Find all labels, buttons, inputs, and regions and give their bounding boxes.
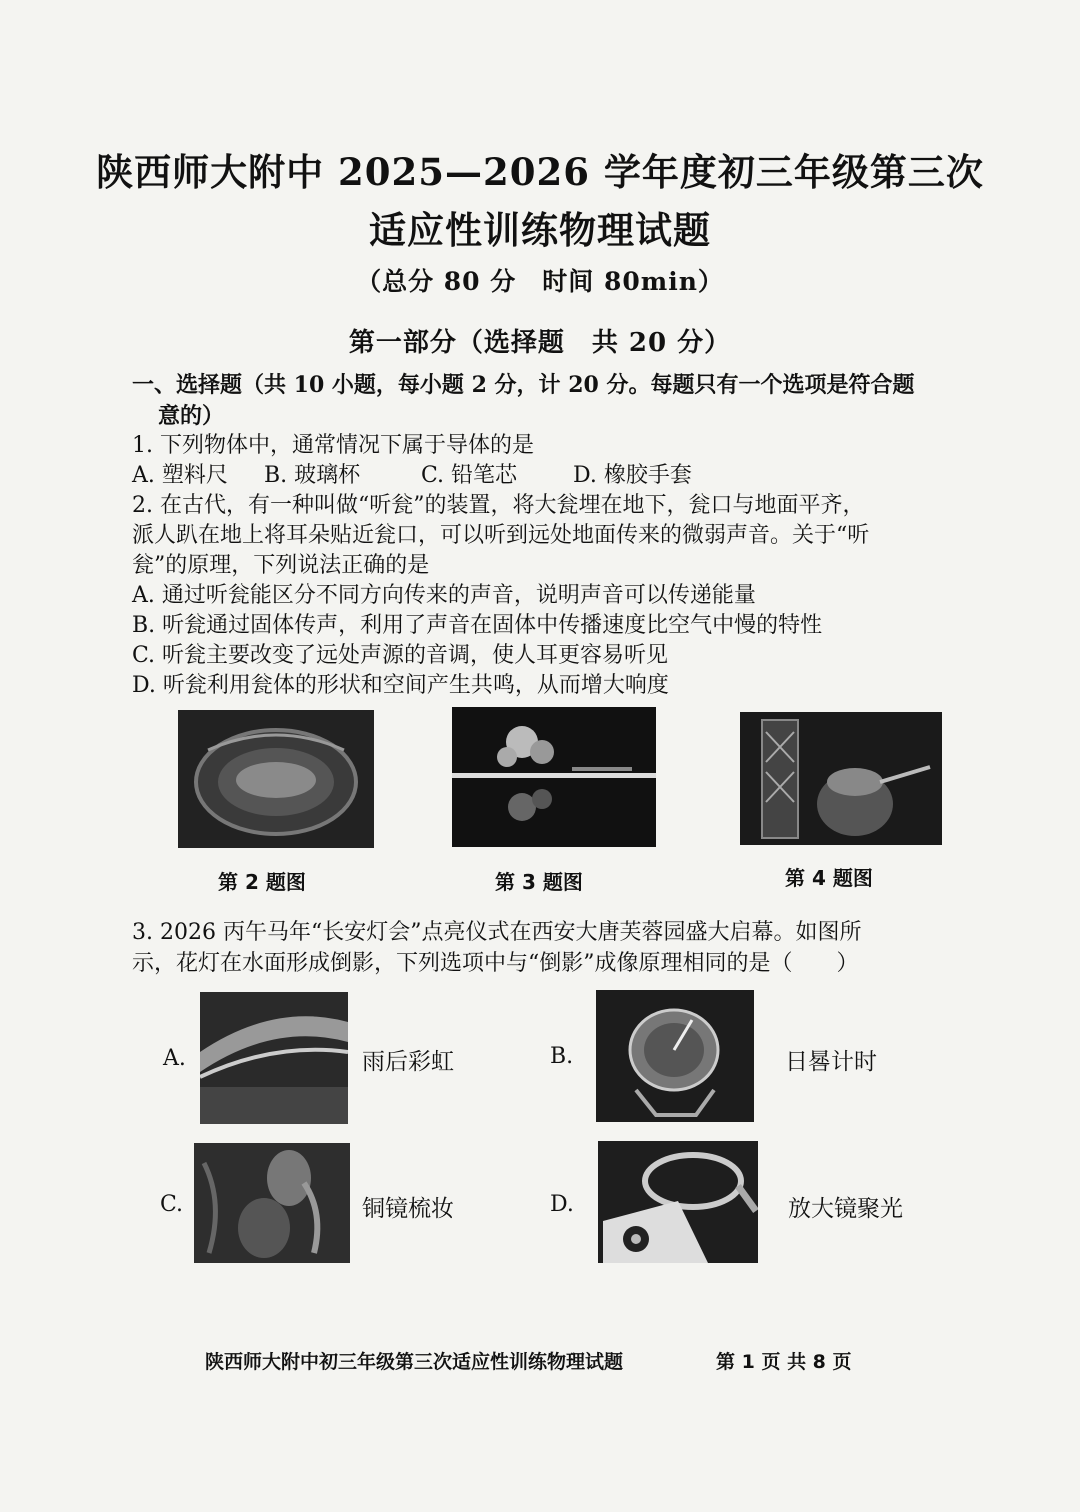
q1-option-b: B. 玻璃杯 <box>264 463 361 488</box>
caption-fig3: 第 3 题图 <box>495 870 583 894</box>
q1-option-d: D. 橡胶手套 <box>573 463 692 488</box>
bronze-vessel-image <box>740 712 942 845</box>
q3-option-a-label: A. <box>163 1046 186 1071</box>
q3-option-d-label: D. <box>550 1192 574 1217</box>
q1-stem: 1. 下列物体中，通常情况下属于导体的是 <box>132 433 534 458</box>
caption-fig4: 第 4 题图 <box>785 866 873 890</box>
exam-title-line1: 陕西师大附中 2025—2026 学年度初三年级第三次 <box>96 150 984 194</box>
jar-image <box>178 710 374 848</box>
section-heading-cont: 意的） <box>158 403 225 429</box>
q3-option-b-text: 日晷计时 <box>785 1049 877 1075</box>
section-heading: 一、选择题（共 10 小题，每小题 2 分，计 20 分。每题只有一个选项是符合题 <box>132 372 915 398</box>
part-title: 第一部分（选择题 共 20 分） <box>348 328 732 358</box>
q1-option-c: C. 铅笔芯 <box>421 463 518 488</box>
q3-option-b-image <box>596 990 754 1122</box>
score-time: （总分 80 分 时间 80min） <box>356 267 724 296</box>
q1-option-a: A. 塑料尺 <box>132 463 228 488</box>
footer-page-number: 第 1 页 共 8 页 <box>716 1351 852 1373</box>
q2-stem-line1: 2. 在古代，有一种叫做“听瓮”的装置，将大瓮埋在地下，瓮口与地面平齐， <box>132 493 865 518</box>
q2-option-b: B. 听瓮通过固体传声，利用了声音在固体中传播速度比空气中慢的特性 <box>132 613 823 638</box>
footer-exam-name: 陕西师大附中初三年级第三次适应性训练物理试题 <box>205 1351 624 1373</box>
sundial-image <box>596 990 754 1122</box>
q3-option-a-text: 雨后彩虹 <box>362 1049 454 1075</box>
q3-stem-line2: 示，花灯在水面形成倒影，下列选项中与“倒影”成像原理相同的是（ ） <box>132 951 859 976</box>
rainbow-image <box>200 992 348 1124</box>
magnifier-image <box>598 1141 758 1263</box>
q2-option-d: D. 听瓮利用瓮体的形状和空间产生共鸣，从而增大响度 <box>132 673 669 698</box>
q2-stem-line2: 派人趴在地上将耳朵贴近瓮口，可以听到远处地面传来的微弱声音。关于“听 <box>132 523 870 548</box>
figure-q3-lantern <box>452 707 656 847</box>
exam-title-line2: 适应性训练物理试题 <box>369 208 711 252</box>
q3-stem-line1: 3. 2026 丙午马年“长安灯会”点亮仪式在西安大唐芙蓉园盛大启幕。如图所 <box>132 920 862 945</box>
q3-option-d-image <box>598 1141 758 1263</box>
q3-option-d-text: 放大镜聚光 <box>788 1196 903 1222</box>
q3-option-a-image <box>200 992 348 1124</box>
q1-options <box>132 458 692 489</box>
q3-option-b-label: B. <box>550 1044 574 1069</box>
figure-q4 <box>740 712 942 845</box>
q2-option-a: A. 通过听瓮能区分不同方向传来的声音，说明声音可以传递能量 <box>132 583 756 608</box>
q2-option-c: C. 听瓮主要改变了远处声源的音调，使人耳更容易听见 <box>132 643 669 668</box>
q3-option-c-label: C. <box>160 1192 184 1217</box>
figure-q2-jar <box>178 710 374 848</box>
bronze-mirror-image <box>194 1143 350 1263</box>
q2-stem-line3: 瓮”的原理，下列说法正确的是 <box>132 553 430 578</box>
q3-option-c-image <box>194 1143 350 1263</box>
caption-fig2: 第 2 题图 <box>218 870 306 894</box>
q3-option-c-text: 铜镜梳妆 <box>362 1196 454 1222</box>
lantern-reflection-image <box>452 707 656 847</box>
